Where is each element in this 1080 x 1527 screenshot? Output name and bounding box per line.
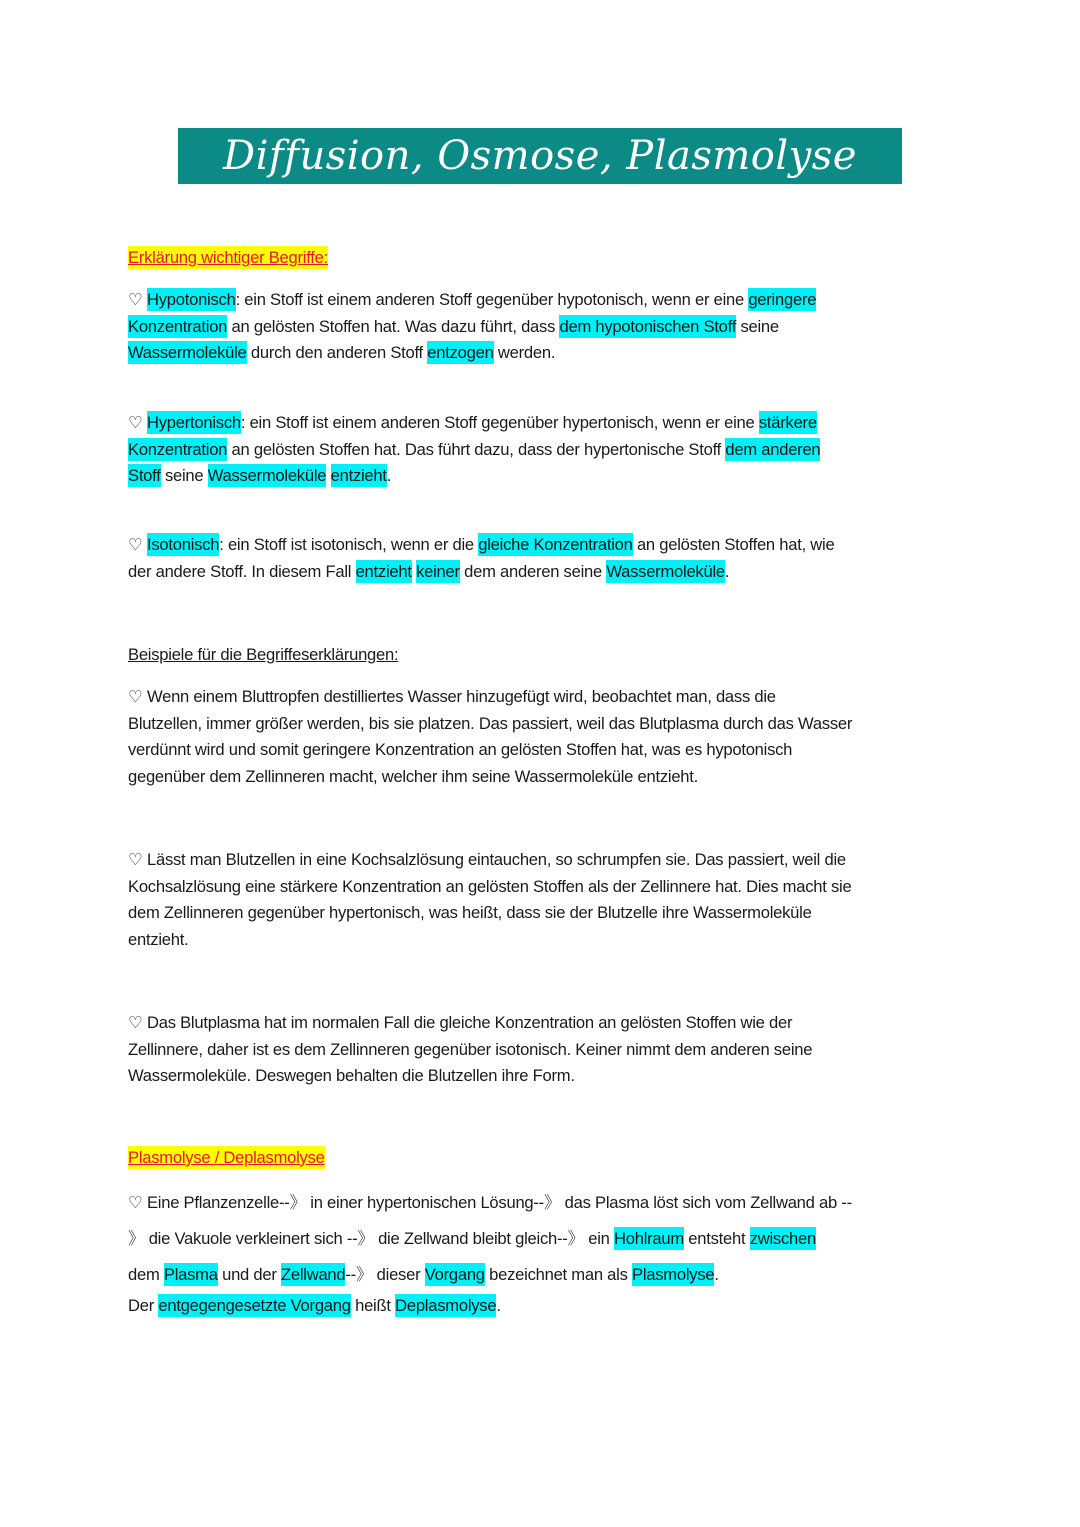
highlighted-term: Vorgang — [424, 1265, 485, 1284]
text-line — [128, 1262, 719, 1289]
highlighted-term: Plasmolyse — [632, 1265, 715, 1284]
section-heading-examples — [128, 642, 398, 669]
text-line — [128, 314, 816, 341]
paragraph-isotonic — [128, 532, 834, 585]
highlighted-term: entzieht — [355, 561, 412, 581]
text-line — [128, 463, 820, 490]
heading-text: Erklärung wichtiger Begriffe: — [128, 248, 328, 267]
text-line — [128, 1226, 816, 1253]
text-segment: Der — [128, 1296, 159, 1315]
highlighted-term: keiner — [416, 561, 460, 581]
text-segment — [326, 466, 330, 485]
text-segment: durch den anderen Stoff — [246, 343, 428, 363]
paragraph-example-3 — [128, 1010, 812, 1090]
text-segment: an gelösten Stoffen hat. Was dazu führt, dass — [227, 316, 560, 336]
highlighted-term: Wassermoleküle — [207, 466, 327, 486]
highlighted-term: geringere — [748, 290, 817, 309]
heading-text: Beispiele für die Begriffeserklärungen: — [128, 645, 399, 664]
section-heading-terms — [128, 245, 328, 272]
text-line — [128, 900, 851, 927]
text-line — [128, 1190, 852, 1217]
highlighted-term: dem anderen — [725, 439, 821, 459]
text-segment: Blutzellen, immer größer werden, bis sie platzen. Das passiert, weil das Blutplasma durch das Wasser — [128, 713, 853, 733]
text-segment: . — [496, 1296, 501, 1315]
highlighted-term: Plasma — [163, 1265, 218, 1284]
text-line — [128, 684, 852, 711]
text-line — [128, 1037, 812, 1064]
text-segment: . — [724, 561, 730, 581]
text-line — [128, 847, 851, 874]
paragraph-example-2 — [128, 847, 851, 953]
text-segment: Kochsalzlösung eine stärkere Konzentration an gelösten Stoffen als der Zellinnere hat. Dies macht sie — [128, 876, 852, 896]
text-segment: und der — [217, 1265, 281, 1284]
text-segment: --》 dieser — [345, 1265, 425, 1284]
text-line — [128, 340, 816, 367]
text-segment: : ein Stoff ist isotonisch, wenn er die — [219, 535, 479, 554]
highlighted-term: Hohlraum — [614, 1229, 684, 1248]
highlighted-term: entzogen — [427, 343, 494, 363]
text-segment: dem — [128, 1265, 164, 1284]
text-line — [128, 1010, 812, 1037]
text-line — [128, 737, 852, 764]
text-segment: ♡ — [128, 535, 147, 554]
text-line — [128, 1063, 812, 1090]
text-line — [128, 927, 851, 954]
text-segment: an gelösten Stoffen hat. Das führt dazu, dass der hypertonische Stoff — [227, 439, 726, 459]
paragraph-example-1 — [128, 684, 852, 790]
highlighted-term: Stoff — [128, 466, 161, 486]
text-line — [128, 410, 820, 437]
text-line — [128, 559, 834, 586]
text-segment: Wassermoleküle. Deswegen behalten die Blutzellen ihre Form. — [128, 1066, 575, 1086]
text-segment: entsteht — [683, 1229, 750, 1248]
paragraph-hypotonic — [128, 287, 816, 367]
text-segment: seine — [160, 466, 208, 486]
document-title: Diffusion, Osmose, Plasmolyse — [178, 128, 902, 184]
text-segment: heißt — [350, 1296, 396, 1315]
text-segment: der andere Stoff. In diesem Fall — [128, 561, 356, 581]
highlighted-term: entzieht — [330, 466, 387, 486]
text-segment: ♡ Lässt man Blutzellen in eine Kochsalzlösung eintauchen, so schrumpfen sie. Das passiert, weil die — [128, 850, 846, 869]
text-segment: entzieht. — [128, 929, 189, 949]
text-segment: ♡ — [128, 290, 147, 309]
text-line — [128, 287, 816, 314]
text-line — [128, 1293, 501, 1320]
highlighted-term: Wassermoleküle — [128, 343, 247, 363]
text-segment: ♡ Das Blutplasma hat im normalen Fall die gleiche Konzentration an gelösten Stoffen wie der — [128, 1013, 793, 1032]
heading-text: Plasmolyse / Deplasmolyse — [128, 1148, 325, 1167]
text-segment: ♡ Wenn einem Bluttropfen destilliertes Wasser hinzugefügt wird, beobachtet man, dass die — [128, 687, 776, 706]
text-segment: verdünnt wird und somit geringere Konzentration an gelösten Stoffen hat, was es hypotonisch — [128, 740, 793, 760]
text-segment: dem anderen seine — [459, 561, 607, 581]
text-line — [128, 532, 834, 559]
text-segment: ♡ — [128, 413, 147, 432]
highlighted-term: zwischen — [749, 1229, 816, 1248]
text-segment: . — [386, 466, 392, 486]
section-heading-plasmolysis — [128, 1145, 325, 1172]
highlighted-term: gleiche Konzentration — [478, 535, 633, 554]
highlighted-term: Konzentration — [128, 439, 228, 459]
highlighted-term: stärkere — [758, 413, 817, 432]
text-segment: : ein Stoff ist einem anderen Stoff gegenüber hypertonisch, wenn er eine — [240, 413, 759, 432]
highlighted-term: Wassermoleküle — [606, 561, 725, 581]
text-segment: : ein Stoff ist einem anderen Stoff gegenüber hypotonisch, wenn er eine — [235, 290, 749, 309]
text-segment: werden. — [493, 343, 556, 363]
text-line — [128, 437, 820, 464]
highlighted-term: Deplasmolyse — [395, 1296, 497, 1315]
highlighted-term: Isotonisch — [147, 535, 220, 554]
text-segment: seine — [736, 316, 779, 336]
highlighted-term: Hypotonisch — [147, 290, 236, 309]
text-segment: . — [714, 1265, 719, 1284]
highlighted-term: Hypertonisch — [147, 413, 241, 432]
text-segment: Zellinnere, daher ist es dem Zellinneren gegenüber isotonisch. Keiner nimmt dem anderen seine — [128, 1039, 813, 1059]
text-segment: dem Zellinneren gegenüber hypertonisch, was heißt, dass sie der Blutzelle ihre Wassermoleküle — [128, 903, 812, 923]
highlighted-term: entgegengesetzte Vorgang — [158, 1296, 351, 1315]
text-segment: bezeichnet man als — [484, 1265, 632, 1284]
highlighted-term: dem hypotonischen Stoff — [559, 316, 737, 336]
highlighted-term: Zellwand — [280, 1265, 346, 1284]
paragraph-hypertonic — [128, 410, 820, 490]
text-line — [128, 711, 852, 738]
text-line — [128, 764, 852, 791]
text-segment: gegenüber dem Zellinneren macht, welcher ihm seine Wassermoleküle entzieht. — [128, 766, 699, 786]
highlighted-term: Konzentration — [128, 316, 228, 336]
text-line — [128, 874, 851, 901]
text-segment: 》 die Vakuole verkleinert sich --》 die Zellwand bleibt gleich--》 ein — [128, 1229, 614, 1248]
text-segment: an gelösten Stoffen hat, wie — [632, 535, 835, 554]
text-segment: ♡ Eine Pflanzenzelle--》 in einer hypertonischen Lösung--》 das Plasma löst sich vom Zellwand ab -- — [128, 1193, 852, 1212]
